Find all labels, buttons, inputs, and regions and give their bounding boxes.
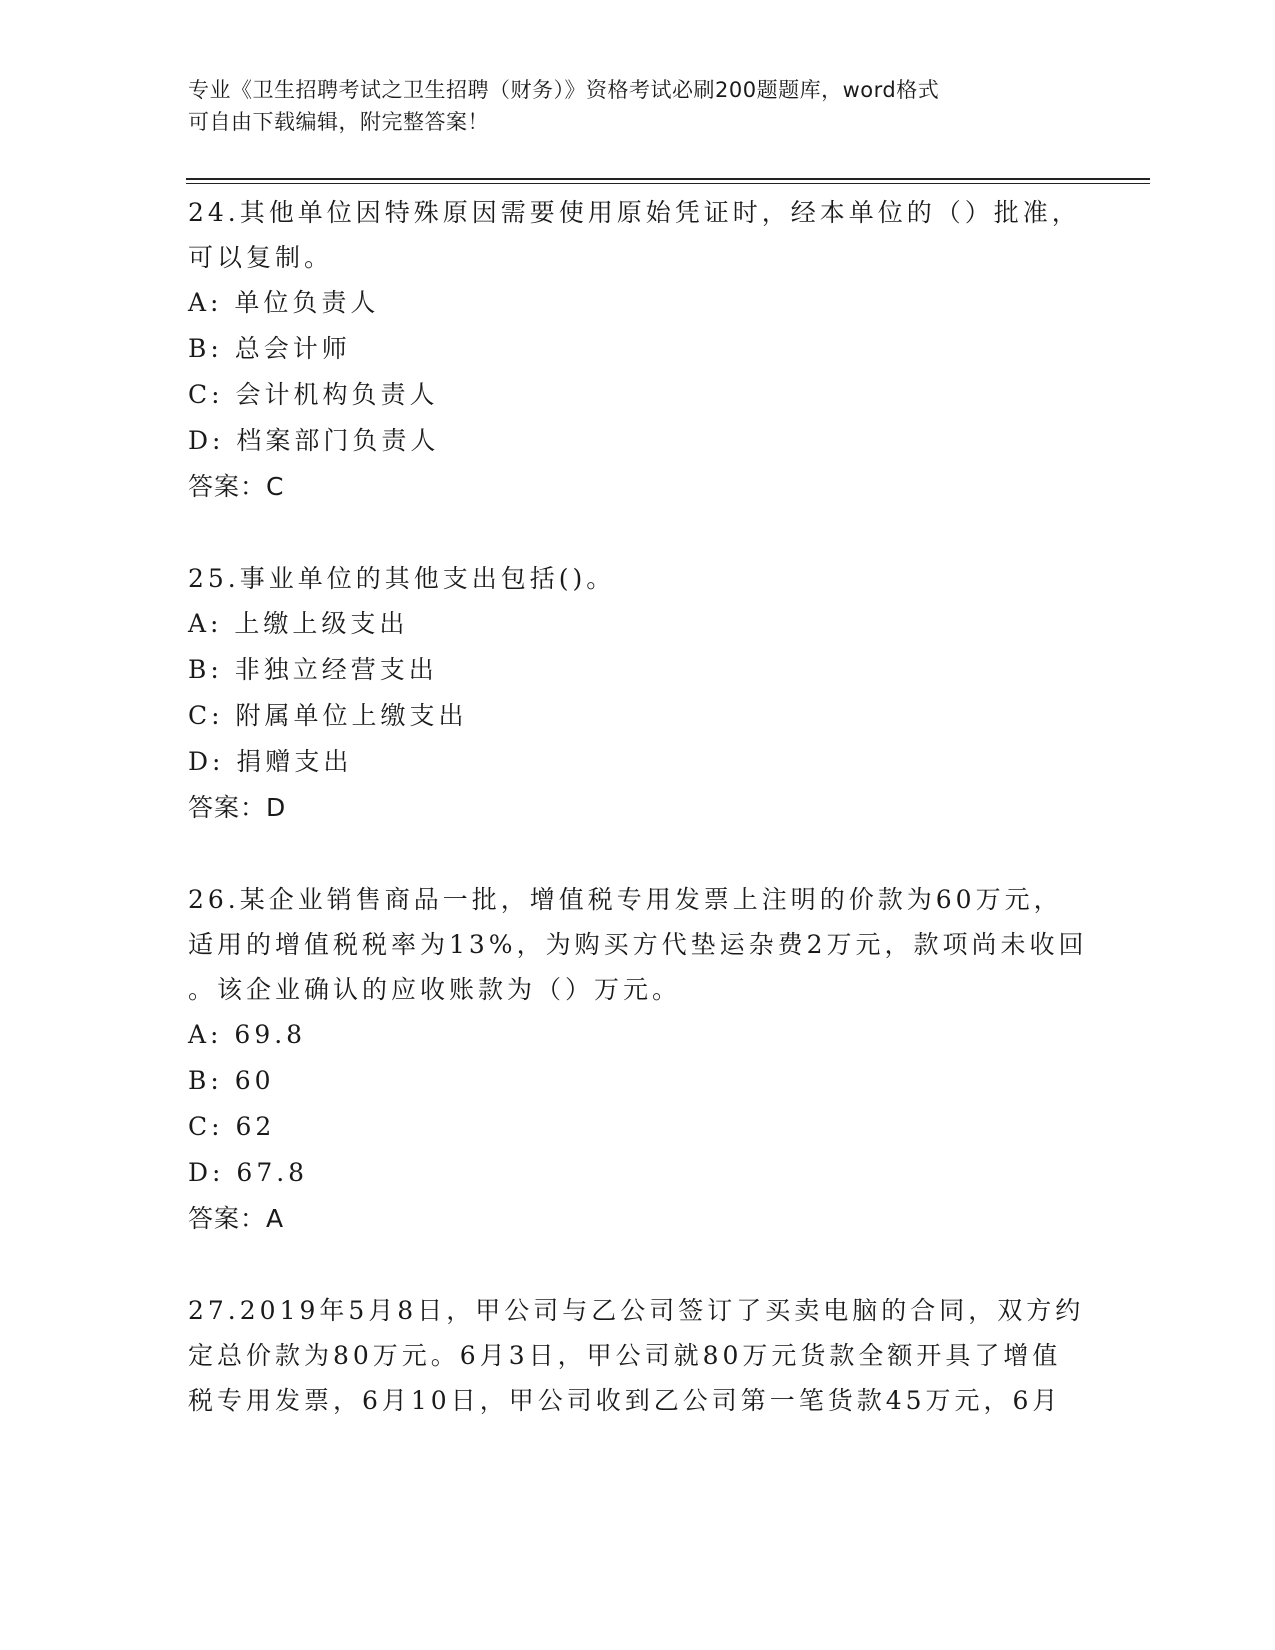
option-c: C: 会计机构负责人 [188,380,439,409]
question-list [188,190,1088,1423]
option-d: D: 档案部门负责人 [188,426,440,455]
option-b: B: 总会计师 [188,334,351,363]
option-b: B: 非独立经营支出 [188,655,438,684]
header-rule-thick [186,178,1150,180]
header-line-1: 专业《卫生招聘考试之卫生招聘（财务）》资格考试必刷200题题库，word格式 [188,78,940,102]
question-25 [188,556,1088,831]
question-24 [188,190,1088,510]
option-c: C: 附属单位上缴支出 [188,701,468,730]
spacer [188,510,1088,556]
answer-label: 答案：D [188,793,287,822]
question-text-line: 27.2019年5月8日，甲公司与乙公司签订了买卖电脑的合同，双方约 [188,1296,1085,1325]
spacer [188,831,1088,877]
question-text-line: 可以复制。 [188,243,334,272]
option-c: C: 62 [188,1112,276,1141]
option-a: A: 单位负责人 [188,288,380,317]
option-a: A: 69.8 [188,1020,307,1049]
question-text-line: 适用的增值税税率为13%，为购买方代垫运杂费2万元，款项尚未收回 [188,930,1088,959]
spacer [188,1242,1088,1288]
question-26 [188,877,1088,1242]
question-text-line: 25.事业单位的其他支出包括()。 [188,564,616,593]
answer-label: 答案：C [188,472,285,501]
header-rule-thin [186,183,1150,184]
question-text-line: 。该企业确认的应收账款为（）万元。 [188,975,682,1004]
question-text-line: 24.其他单位因特殊原因需要使用原始凭证时，经本单位的（）批准， [188,198,1081,227]
question-text-line: 26.某企业销售商品一批，增值税专用发票上注明的价款为60万元， [188,885,1063,914]
option-d: D: 捐赠支出 [188,747,353,776]
question-text-line: 定总价款为80万元。6月3日，甲公司就80万元货款全额开具了增值 [188,1341,1062,1370]
option-b: B: 60 [188,1066,275,1095]
header-line-2: 可自由下载编辑，附完整答案！ [188,110,489,134]
question-text-line: 税专用发票，6月10日，甲公司收到乙公司第一笔货款45万元，6月 [188,1386,1062,1415]
option-a: A: 上缴上级支出 [188,609,409,638]
answer-label: 答案：A [188,1204,285,1233]
question-27 [188,1288,1088,1423]
document-header [188,74,1088,138]
option-d: D: 67.8 [188,1158,309,1187]
